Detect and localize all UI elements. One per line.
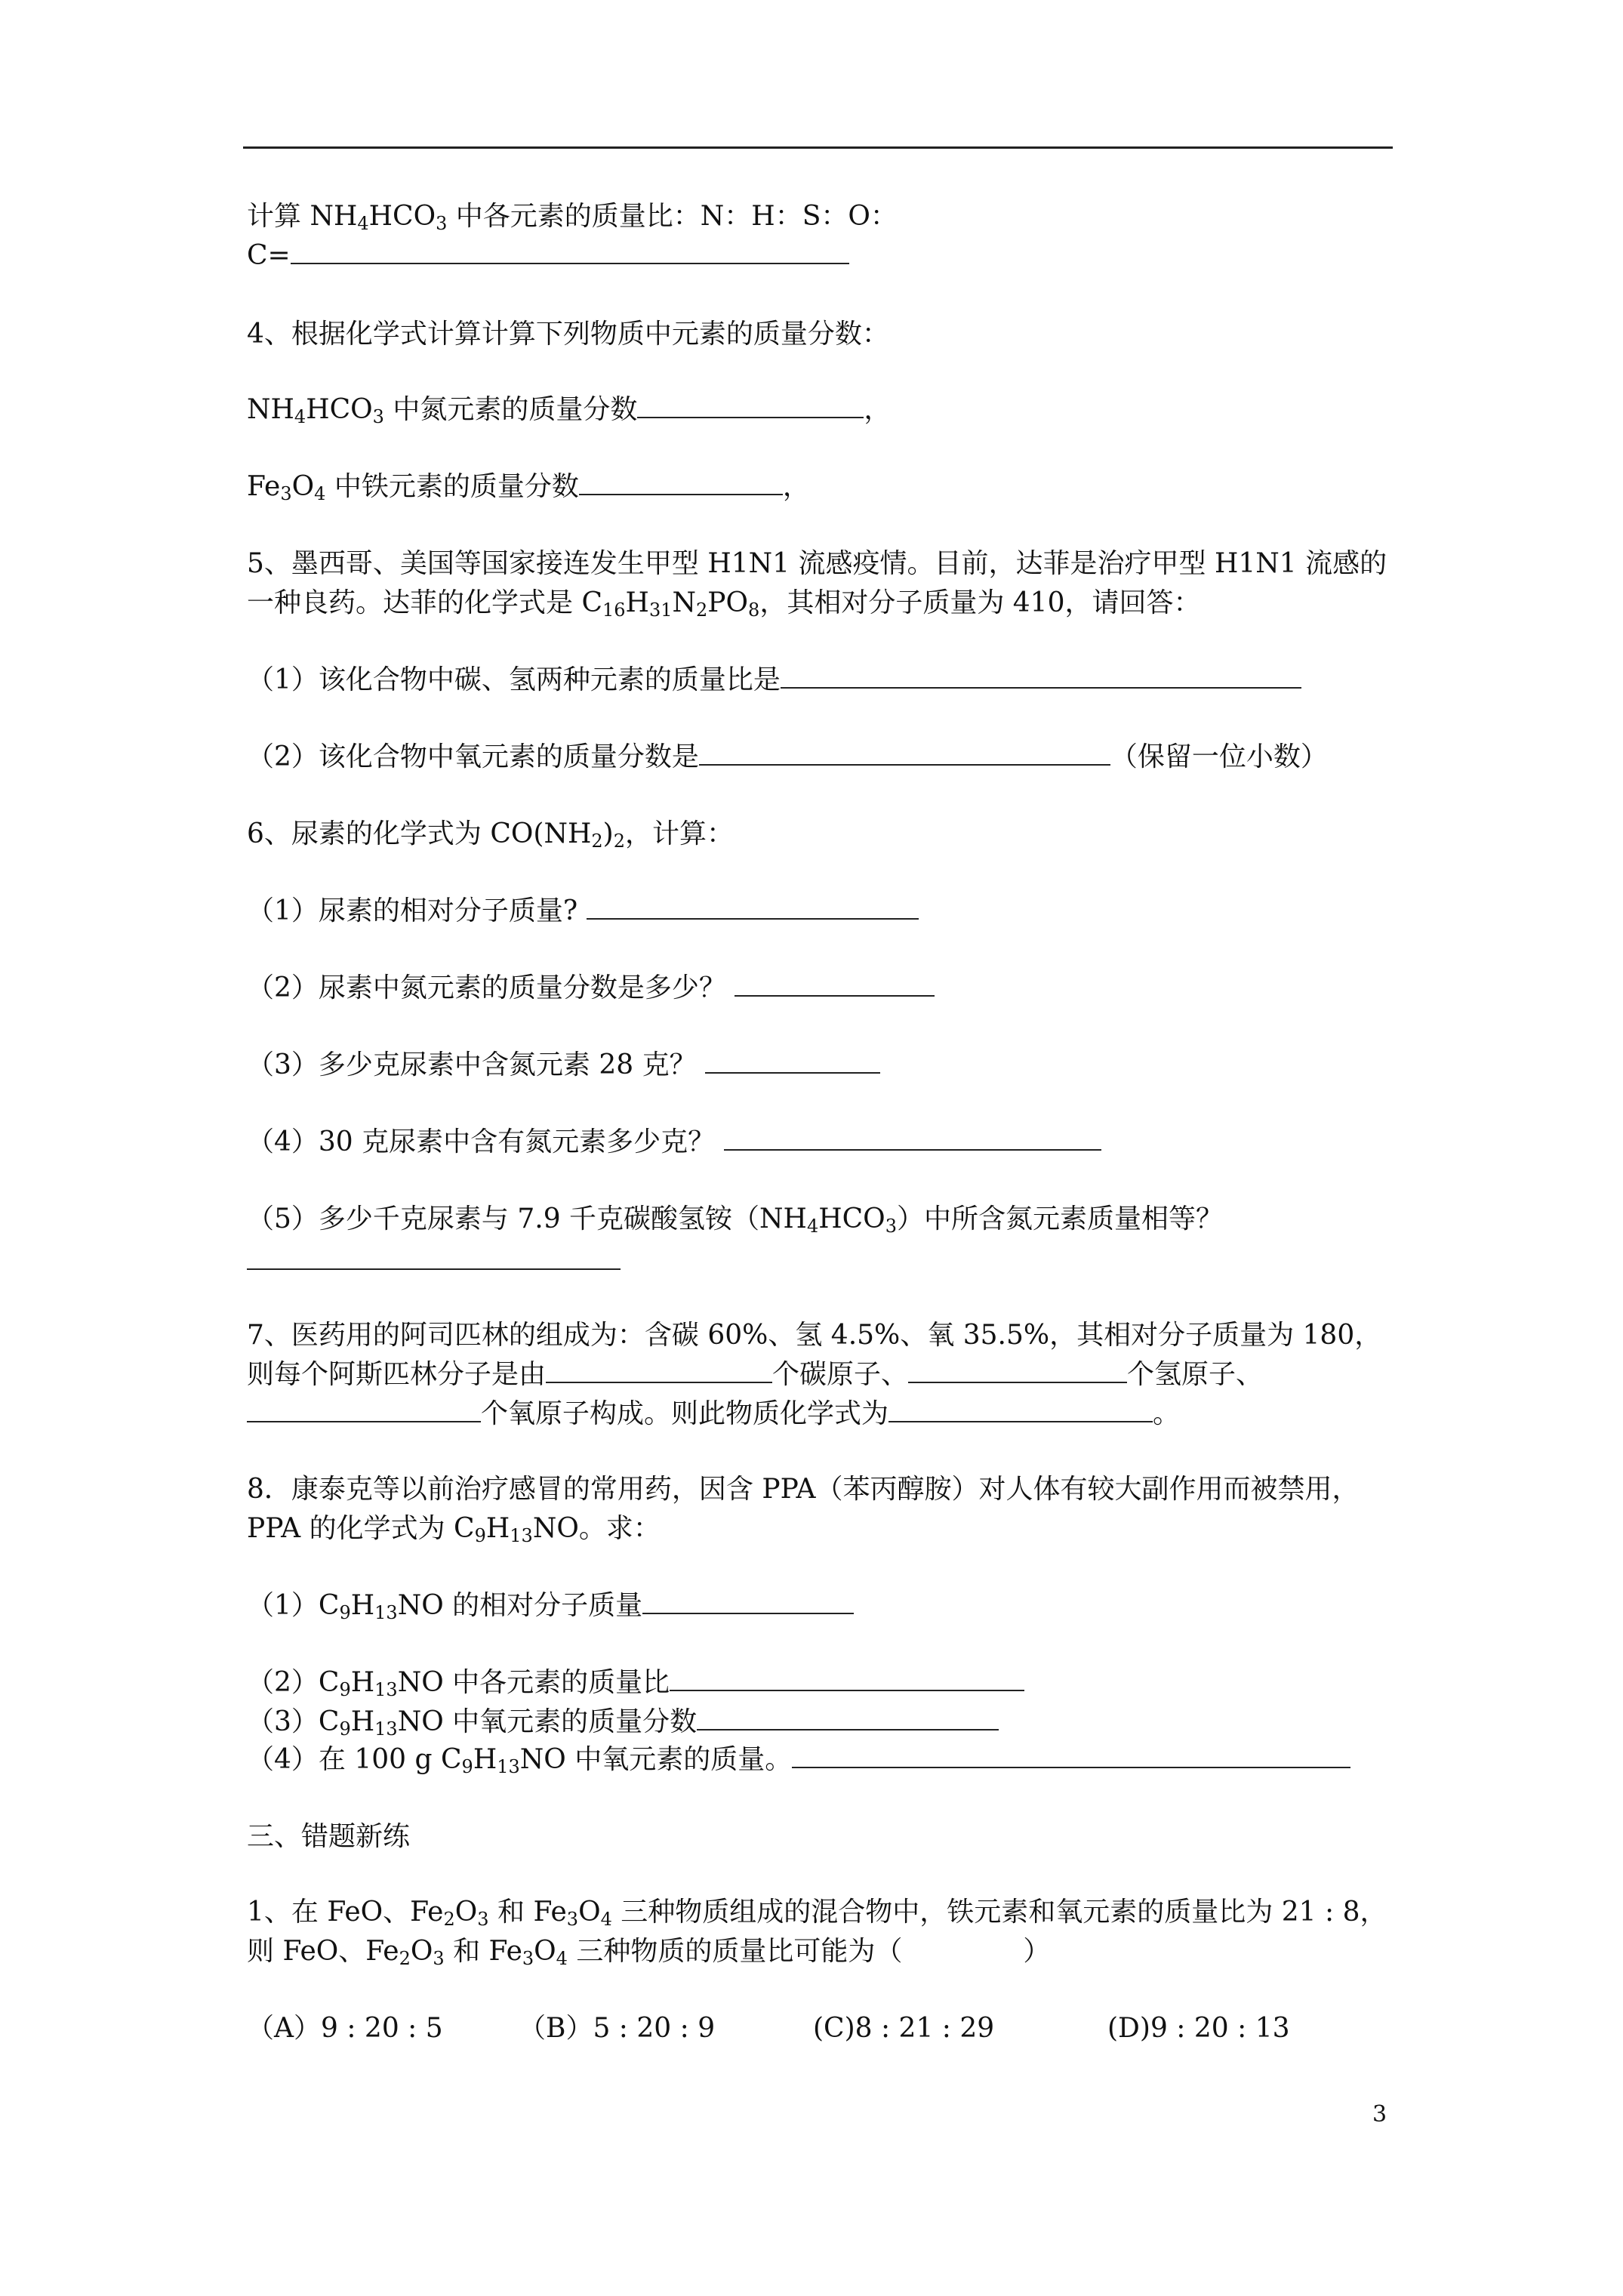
q4-title: 4、根据化学式计算计算下列物质中元素的质量分数： <box>247 319 889 350</box>
section-3-title: 三、错题新练 <box>247 1821 411 1852</box>
header-rule <box>243 146 1393 149</box>
q6-sub-4: （4）30 克尿素中含有氮元素多少克？ <box>247 1123 1101 1161</box>
answer-blank[interactable] <box>699 741 1110 766</box>
answer-blank[interactable] <box>291 240 849 264</box>
page-number: 3 <box>1372 2101 1387 2128</box>
q6-sub-5: （5）多少千克尿素与 7.9 千克碳酸氢铵$(NH_4HCO_3)$中所含氮元素质量相等？ <box>247 1203 1223 1237</box>
q8-line-2: PPA 的化学式为 $C_9H_{13}NO$。求： <box>247 1513 661 1546</box>
answer-blank[interactable] <box>781 664 1301 689</box>
q6-sub-5-answer <box>247 1243 621 1281</box>
review-q1-line-2: 则 FeO、$Fe_2O_3$ 和 $Fe_3O_4$ 三种物质的质量比可能为（ ） <box>247 1936 1051 1969</box>
q4-iron-line: $Fe_3O_4$ 中铁元素的质量分数 ， <box>247 471 810 504</box>
mass-ratio-question: 计算 $NH_4HCO_3$ 中各元素的质量比：N：H：S：O： <box>247 201 898 234</box>
option-b[interactable]: （B）5 : 20 : 9 <box>519 2013 716 2044</box>
answer-blank[interactable] <box>247 1246 621 1270</box>
answer-blank[interactable] <box>247 1398 481 1422</box>
answer-blank[interactable] <box>792 1744 1350 1768</box>
q8-line-1: 8．康泰克等以前治疗感冒的常用药，因含 PPA（苯丙醇胺）对人体有较大副作用而被禁用， <box>247 1474 1360 1505</box>
q5-sub-2: （2）该化合物中氧元素的质量分数是 （保留一位小数） <box>247 741 1328 772</box>
q7-line-1: 7、医药用的阿司匹林的组成为：含碳 60%、氢 4.5%、氧 35.5%，其相对分子质量为 180， <box>247 1320 1382 1351</box>
option-a[interactable]: （A）9 : 20 : 5 <box>247 2013 443 2044</box>
q8-sub-1: $(1)C_9H_{13}NO$ 的相对分子质量 <box>247 1587 854 1625</box>
answer-blank[interactable] <box>888 1398 1153 1422</box>
q7-line-3: 个氧原子构成。则此物质化学式为 。 <box>247 1395 1180 1433</box>
mass-ratio-answer-line: C= <box>247 237 849 275</box>
q6-sub-3: （3）多少克尿素中含氮元素 28 克？ <box>247 1046 880 1084</box>
answer-blank[interactable] <box>587 895 919 920</box>
answer-blank[interactable] <box>705 1049 880 1074</box>
q4-nitrogen-line: $NH_4HCO_3$ 中氮元素的质量分数 ， <box>247 394 892 427</box>
q8-sub-3: $(3)C_9H_{13}NO$ 中氧元素的质量分数 <box>247 1703 999 1741</box>
review-q1-line-1: 1、在 FeO、$Fe_2O_3$ 和 $Fe_3O_4$ 三种物质组成的混合物中，铁元素和氧元素的质量比为 21 : 8， <box>247 1897 1387 1930</box>
q6-title: 6、尿素的化学式为 $CO(NH_2)_2$，计算： <box>247 818 734 852</box>
answer-blank[interactable] <box>670 1667 1024 1691</box>
option-c[interactable]: (C)8 : 21 : 29 <box>813 2013 995 2044</box>
answer-blank[interactable] <box>546 1359 772 1383</box>
q8-sub-4: （4）在 100 g $C_9H_{13}NO$ 中氧元素的质量。 <box>247 1741 1350 1779</box>
review-q1-options <box>247 2010 1290 2048</box>
answer-blank[interactable] <box>908 1359 1127 1383</box>
q6-sub-1: （1）尿素的相对分子质量? <box>247 892 919 930</box>
q7-line-2: 则每个阿斯匹林分子是由 个碳原子、 个氢原子、 <box>247 1359 1264 1390</box>
q5-line-1: 5、墨西哥、美国等国家接连发生甲型 H1N1 流感疫情。目前，达菲是治疗甲型 H1N1 流感的 <box>247 548 1387 579</box>
q6-sub-2: （2）尿素中氮元素的质量分数是多少？ <box>247 969 935 1007</box>
answer-blank[interactable] <box>697 1706 999 1730</box>
q5-sub-1: （1）该化合物中碳、氢两种元素的质量比是 <box>247 661 1301 699</box>
answer-blank[interactable] <box>637 394 864 418</box>
answer-blank[interactable] <box>642 1590 854 1614</box>
option-d[interactable]: (D)9 : 20 : 13 <box>1107 2013 1290 2044</box>
answer-blank[interactable] <box>735 972 935 997</box>
q8-sub-2: $(2)C_9H_{13}NO$ 中各元素的质量比 <box>247 1664 1024 1702</box>
answer-blank[interactable] <box>724 1126 1101 1151</box>
answer-blank[interactable] <box>579 471 783 495</box>
q5-line-2: 一种良药。达菲的化学式是 $C_{16}H_{31}N_2PO_8$，其相对分子质量为 410，请回答： <box>247 587 1201 621</box>
